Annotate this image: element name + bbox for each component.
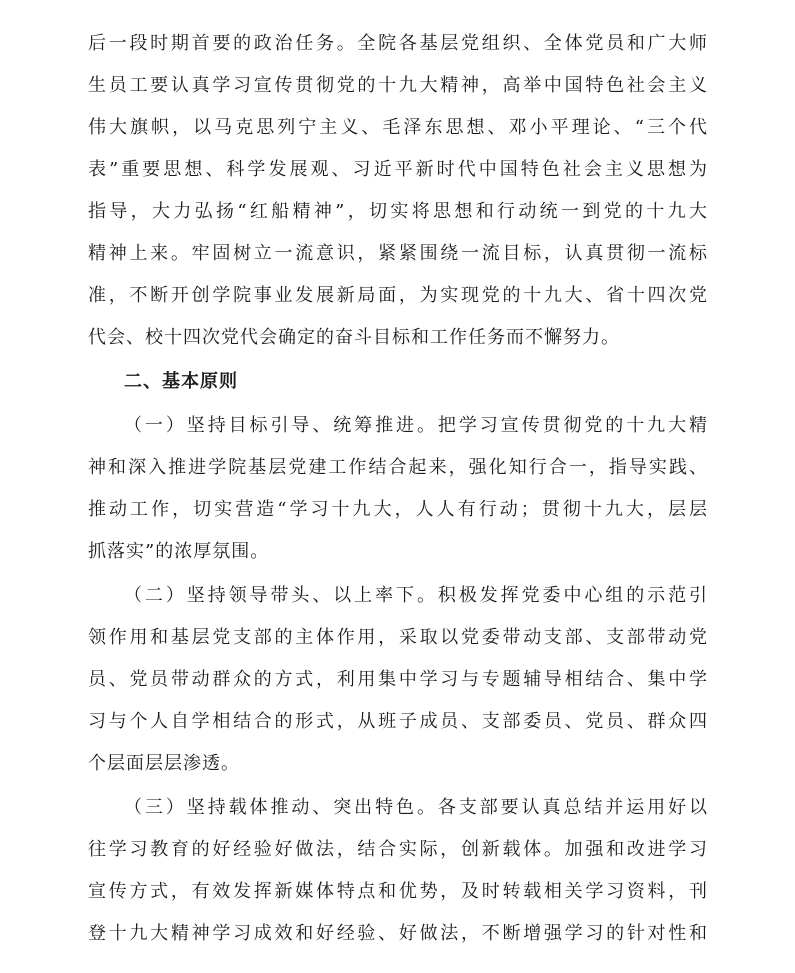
paragraph-line: （一）坚持目标引导、统筹推进。把学习宣传贯彻党的十九大精	[124, 415, 708, 436]
paragraph-line: 个层面层层渗透。	[88, 753, 240, 774]
paragraph-line: 登十九大精神学习成效和好经验、好做法，不断增强学习的针对性和	[88, 923, 708, 944]
paragraph-line: （二）坚持领导带头、以上率下。积极发挥党委中心组的示范引	[124, 585, 708, 606]
paragraph-line: 准，不断开创学院事业发展新局面，为实现党的十九大、省十四次党	[88, 285, 708, 306]
paragraph-line: 表”重要思想、科学发展观、习近平新时代中国特色社会主义思想为	[88, 159, 708, 180]
paragraph-line: 后一段时期首要的政治任务。全院各基层党组织、全体党员和广大师	[88, 33, 708, 54]
paragraph-line: 精神上来。牢固树立一流意识，紧紧围绕一流目标，认真贯彻一流标	[88, 243, 708, 264]
paragraph-line: （三）坚持载体推动、突出特色。各支部要认真总结并运用好以	[124, 797, 708, 818]
paragraph-line: 神和深入推进学院基层党建工作结合起来，强化知行合一，指导实践、	[88, 457, 708, 478]
paragraph-line: 习与个人自学相结合的形式，从班子成员、支部委员、党员、群众四	[88, 711, 708, 732]
paragraph-line: 宣传方式，有效发挥新媒体特点和优势，及时转载相关学习资料，刊	[88, 881, 708, 902]
paragraph-line: 领作用和基层党支部的主体作用，采取以党委带动支部、支部带动党	[88, 627, 708, 648]
paragraph-line: 伟大旗帜，以马克思列宁主义、毛泽东思想、邓小平理论、“三个代	[88, 117, 708, 138]
paragraph-line: 抓落实”的浓厚氛围。	[88, 541, 270, 562]
paragraph-line: 往学习教育的好经验好做法，结合实际，创新载体。加强和改进学习	[88, 839, 708, 860]
paragraph-line: 代会、校十四次党代会确定的奋斗目标和工作任务而不懈努力。	[88, 327, 620, 348]
paragraph-line: 员、党员带动群众的方式，利用集中学习与专题辅导相结合、集中学	[88, 669, 708, 690]
paragraph-line: 推动工作，切实营造“学习十九大，人人有行动；贯彻十九大，层层	[88, 499, 708, 520]
paragraph-line: 生员工要认真学习宣传贯彻党的十九大精神，高举中国特色社会主义	[88, 75, 708, 96]
section-heading: 二、基本原则	[124, 371, 238, 392]
paragraph-line: 指导，大力弘扬“红船精神”，切实将思想和行动统一到党的十九大	[88, 201, 708, 222]
